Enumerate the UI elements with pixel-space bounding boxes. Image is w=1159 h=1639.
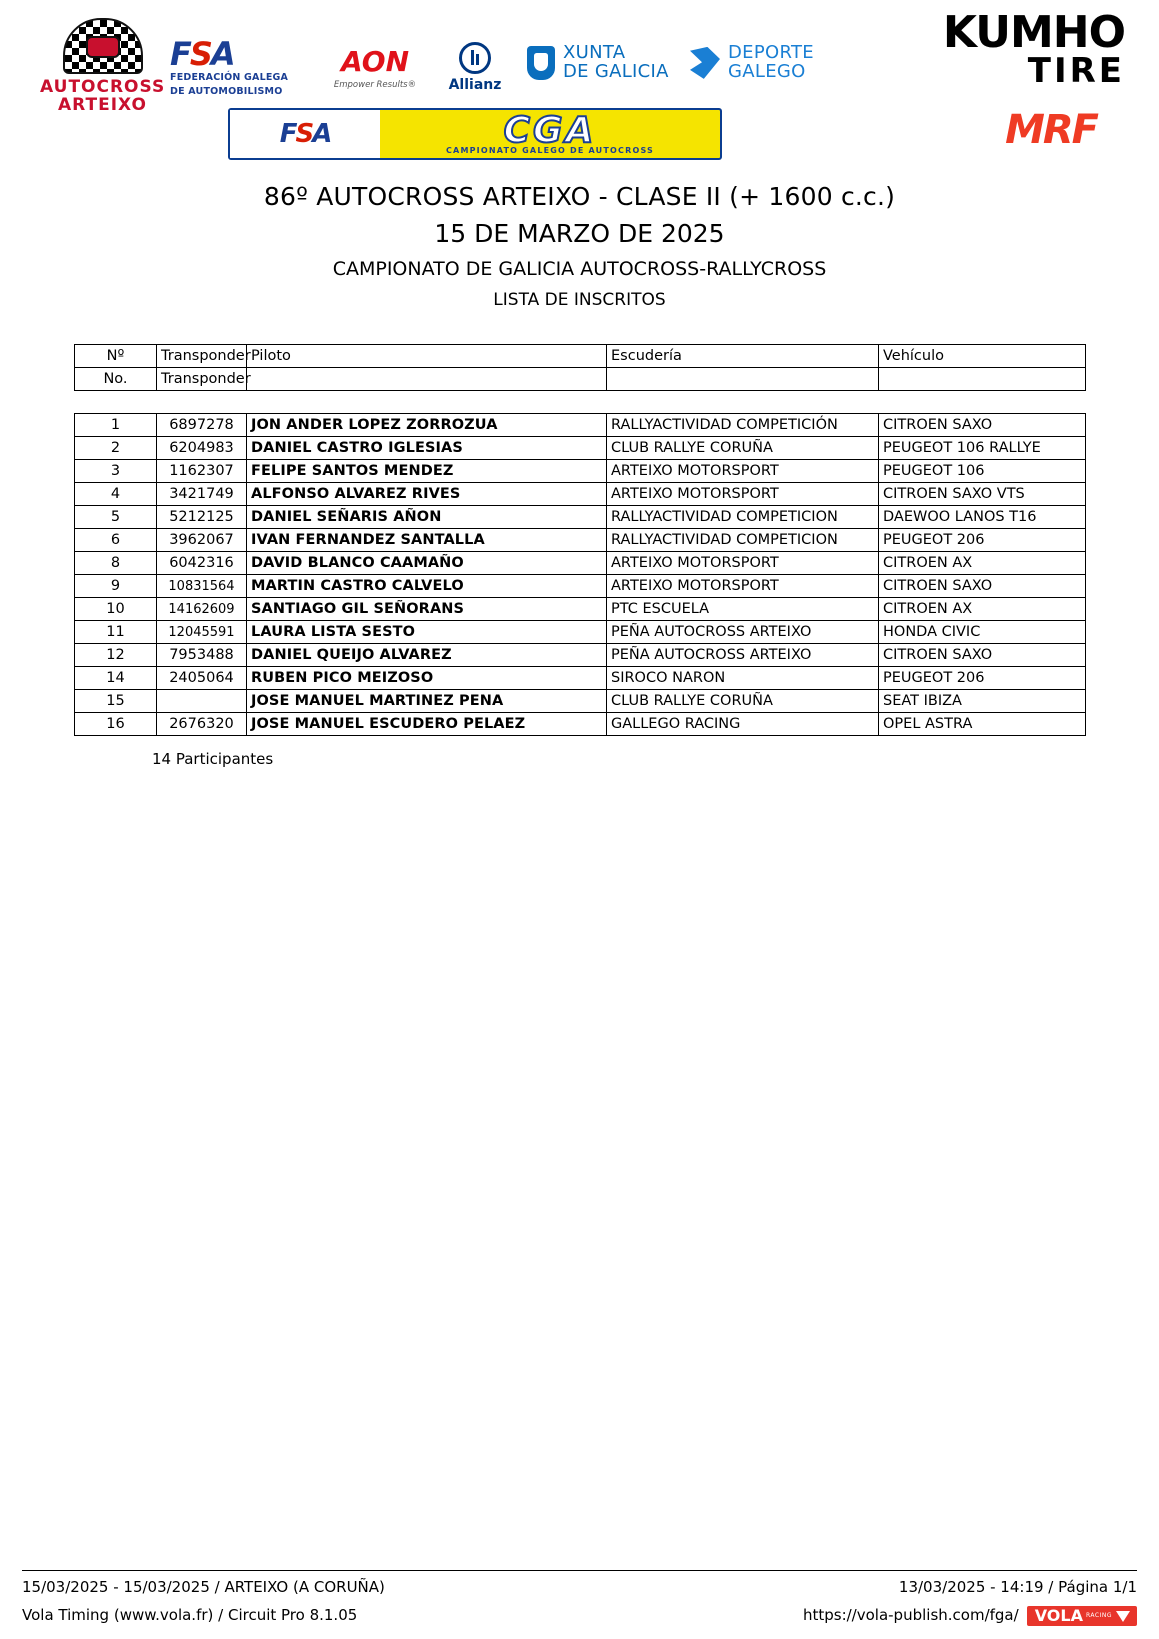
cell-escuderia: RALLYACTIVIDAD COMPETICIÓN <box>607 414 879 437</box>
allianz-bars-icon <box>459 42 491 74</box>
club-logo-line2: ARTEIXO <box>58 94 147 115</box>
table-header-row-2 <box>75 368 1086 391</box>
cell-transponder: 6204983 <box>157 437 247 460</box>
cell-vehiculo: DAEWOO LANOS T16 <box>879 506 1086 529</box>
xunta-line1: XUNTA <box>563 42 626 63</box>
column-header-vehiculo: Vehículo <box>879 345 1086 368</box>
footer-print-info: 13/03/2025 - 14:19 / Página 1/1 <box>898 1578 1137 1596</box>
table-row <box>75 621 1086 644</box>
cell-number: 2 <box>75 437 157 460</box>
column-subheader-escuderia <box>607 368 879 391</box>
cell-number: 10 <box>75 598 157 621</box>
table-row <box>75 437 1086 460</box>
cell-piloto: DANIEL CASTRO IGLESIAS <box>247 437 607 460</box>
cell-number: 5 <box>75 506 157 529</box>
footer-software: Vola Timing (www.vola.fr) / Circuit Pro 8.1.05 <box>22 1606 358 1624</box>
cell-piloto: JON ANDER LOPEZ ZORROZUA <box>247 414 607 437</box>
cell-number: 16 <box>75 713 157 736</box>
cell-vehiculo: CITROEN AX <box>879 552 1086 575</box>
cell-vehiculo: CITROEN SAXO VTS <box>879 483 1086 506</box>
allianz-wordmark: Allianz <box>448 77 502 93</box>
table-row <box>75 460 1086 483</box>
logo-kumho-tire <box>942 7 1125 91</box>
fga-wordmark: FSA <box>170 35 234 73</box>
cell-escuderia: RALLYACTIVIDAD COMPETICION <box>607 506 879 529</box>
cell-piloto: FELIPE SANTOS MENDEZ <box>247 460 607 483</box>
column-header-transponder: Transponder <box>157 345 247 368</box>
logo-autocross-arteixo <box>40 18 165 115</box>
page-footer <box>0 1570 1159 1625</box>
cell-vehiculo: PEUGEOT 106 <box>879 460 1086 483</box>
table-row <box>75 713 1086 736</box>
column-header-number: Nº <box>75 345 157 368</box>
entry-list-section <box>74 344 1085 768</box>
footer-divider <box>22 1570 1137 1571</box>
aon-tagline: Empower Results® <box>333 80 417 90</box>
xunta-line2: DE GALICIA <box>563 60 669 82</box>
cell-transponder <box>157 690 247 713</box>
cell-piloto: RUBEN PICO MEIZOSO <box>247 667 607 690</box>
cell-number: 1 <box>75 414 157 437</box>
cell-number: 4 <box>75 483 157 506</box>
vola-triangle-icon <box>1116 1611 1130 1622</box>
cell-piloto: DANIEL QUEIJO ALVAREZ <box>247 644 607 667</box>
column-header-escuderia: Escudería <box>607 345 879 368</box>
column-subheader-vehiculo <box>879 368 1086 391</box>
kumho-line2: TIRE <box>1027 50 1125 91</box>
cell-escuderia: CLUB RALLYE CORUÑA <box>607 437 879 460</box>
vola-logo <box>1027 1606 1137 1626</box>
cell-number: 11 <box>75 621 157 644</box>
table-header-row-1 <box>75 345 1086 368</box>
table-row <box>75 575 1086 598</box>
cell-transponder: 14162609 <box>157 598 247 621</box>
cell-piloto: MARTIN CASTRO CALVELO <box>247 575 607 598</box>
cell-vehiculo: CITROEN SAXO <box>879 644 1086 667</box>
logo-xunta-de-galicia <box>527 44 669 82</box>
cga-championship-banner <box>228 108 722 160</box>
logo-fga <box>170 35 310 98</box>
table-row <box>75 529 1086 552</box>
cell-piloto: LAURA LISTA SESTO <box>247 621 607 644</box>
table-row <box>75 644 1086 667</box>
table-gap <box>74 391 1085 413</box>
page-title: 86º AUTOCROSS ARTEIXO - CLASE II (+ 1600 c.c.) <box>263 182 896 211</box>
cell-transponder: 3421749 <box>157 483 247 506</box>
vola-wordmark: VOLA <box>1034 1606 1083 1625</box>
cell-escuderia: ARTEIXO MOTORSPORT <box>607 575 879 598</box>
table-row <box>75 552 1086 575</box>
championship-name: CAMPIONATO DE GALICIA AUTOCROSS-RALLYCROSS <box>332 258 827 280</box>
fga-sub-line1: FEDERACIÓN GALEGA <box>170 72 289 83</box>
club-logo-line1: AUTOCROSS <box>40 77 166 97</box>
cell-escuderia: RALLYACTIVIDAD COMPETICION <box>607 529 879 552</box>
cell-escuderia: GALLEGO RACING <box>607 713 879 736</box>
kumho-line1: KUMHO <box>942 7 1125 58</box>
xunta-emblem-icon <box>527 46 555 80</box>
document-titles <box>0 182 1159 310</box>
cell-piloto: SANTIAGO GIL SEÑORANS <box>247 598 607 621</box>
cell-piloto: DANIEL SEÑARIS AÑON <box>247 506 607 529</box>
logo-aon <box>325 45 425 90</box>
participants-count: 14 Participantes <box>152 750 274 768</box>
cell-transponder: 12045591 <box>157 621 247 644</box>
logo-deporte-galego <box>690 44 814 82</box>
deporte-swoosh-icon <box>690 47 720 79</box>
table-row <box>75 667 1086 690</box>
cga-wordmark: CGA <box>503 110 597 151</box>
footer-row-top <box>22 1578 1137 1596</box>
cell-number: 8 <box>75 552 157 575</box>
cell-piloto: JOSE MANUEL MARTINEZ PENA <box>247 690 607 713</box>
cga-subtitle: CAMPIONATO GALEGO DE AUTOCROSS <box>445 146 655 155</box>
cell-transponder: 1162307 <box>157 460 247 483</box>
cell-vehiculo: CITROEN AX <box>879 598 1086 621</box>
cell-transponder: 2676320 <box>157 713 247 736</box>
cell-transponder: 7953488 <box>157 644 247 667</box>
footer-row-bottom <box>22 1605 1137 1625</box>
aon-wordmark: AON <box>340 45 410 78</box>
cell-vehiculo: PEUGEOT 206 <box>879 529 1086 552</box>
cell-transponder: 6042316 <box>157 552 247 575</box>
vola-sub: RACING <box>1085 1612 1112 1619</box>
table-row <box>75 483 1086 506</box>
fga-sub-line2: DE AUTOMOBILISMO <box>170 85 283 97</box>
cell-escuderia: ARTEIXO MOTORSPORT <box>607 552 879 575</box>
column-header-piloto: Piloto <box>247 345 607 368</box>
entry-list-table <box>74 413 1086 736</box>
table-row <box>75 506 1086 529</box>
cell-vehiculo: CITROEN SAXO <box>879 414 1086 437</box>
cell-transponder: 3962067 <box>157 529 247 552</box>
cell-vehiculo: PEUGEOT 106 RALLYE <box>879 437 1086 460</box>
column-subheader-piloto <box>247 368 607 391</box>
cga-banner-text-block <box>380 110 720 155</box>
cell-number: 6 <box>75 529 157 552</box>
table-header-block <box>74 344 1086 391</box>
cell-number: 12 <box>75 644 157 667</box>
cell-vehiculo: HONDA CIVIC <box>879 621 1086 644</box>
cell-piloto: IVAN FERNANDEZ SANTALLA <box>247 529 607 552</box>
document-subtitle: LISTA DE INSCRITOS <box>493 290 666 310</box>
cell-transponder: 10831564 <box>157 575 247 598</box>
checkered-flag-icon <box>63 18 143 74</box>
cell-transponder: 2405064 <box>157 667 247 690</box>
cell-vehiculo: SEAT IBIZA <box>879 690 1086 713</box>
logo-mrf: MRF <box>1005 107 1097 153</box>
page-header <box>0 0 1159 170</box>
cga-banner-fga-block <box>230 110 380 158</box>
cell-escuderia: ARTEIXO MOTORSPORT <box>607 483 879 506</box>
cell-vehiculo: CITROEN SAXO <box>879 575 1086 598</box>
cell-escuderia: PEÑA AUTOCROSS ARTEIXO <box>607 621 879 644</box>
cell-number: 14 <box>75 667 157 690</box>
cell-piloto: DAVID BLANCO CAAMAÑO <box>247 552 607 575</box>
cell-vehiculo: PEUGEOT 206 <box>879 667 1086 690</box>
cell-piloto: ALFONSO ALVAREZ RIVES <box>247 483 607 506</box>
footer-url[interactable]: https://vola-publish.com/fga/ <box>802 1606 1019 1624</box>
table-row <box>75 414 1086 437</box>
cell-vehiculo: OPEL ASTRA <box>879 713 1086 736</box>
cell-escuderia: PEÑA AUTOCROSS ARTEIXO <box>607 644 879 667</box>
deporte-line2: GALEGO <box>728 60 806 82</box>
column-subheader-transponder: Transponder <box>157 368 247 391</box>
cga-banner-fga-wordmark: FSA <box>279 119 331 149</box>
footer-event-dates: 15/03/2025 - 15/03/2025 / ARTEIXO (A CORUÑA) <box>22 1578 385 1596</box>
cell-escuderia: ARTEIXO MOTORSPORT <box>607 460 879 483</box>
cell-number: 3 <box>75 460 157 483</box>
cell-escuderia: PTC ESCUELA <box>607 598 879 621</box>
cell-number: 15 <box>75 690 157 713</box>
deporte-line1: DEPORTE <box>728 42 814 63</box>
logo-allianz <box>430 42 520 93</box>
cell-escuderia: SIROCO NARON <box>607 667 879 690</box>
cell-transponder: 5212125 <box>157 506 247 529</box>
footer-link-block <box>803 1605 1137 1625</box>
cell-piloto: JOSE MANUEL ESCUDERO PELAEZ <box>247 713 607 736</box>
cell-transponder: 6897278 <box>157 414 247 437</box>
cell-number: 9 <box>75 575 157 598</box>
table-row <box>75 598 1086 621</box>
column-subheader-number: No. <box>75 368 157 391</box>
event-date: 15 DE MARZO DE 2025 <box>434 219 725 248</box>
cell-escuderia: CLUB RALLYE CORUÑA <box>607 690 879 713</box>
table-row <box>75 690 1086 713</box>
